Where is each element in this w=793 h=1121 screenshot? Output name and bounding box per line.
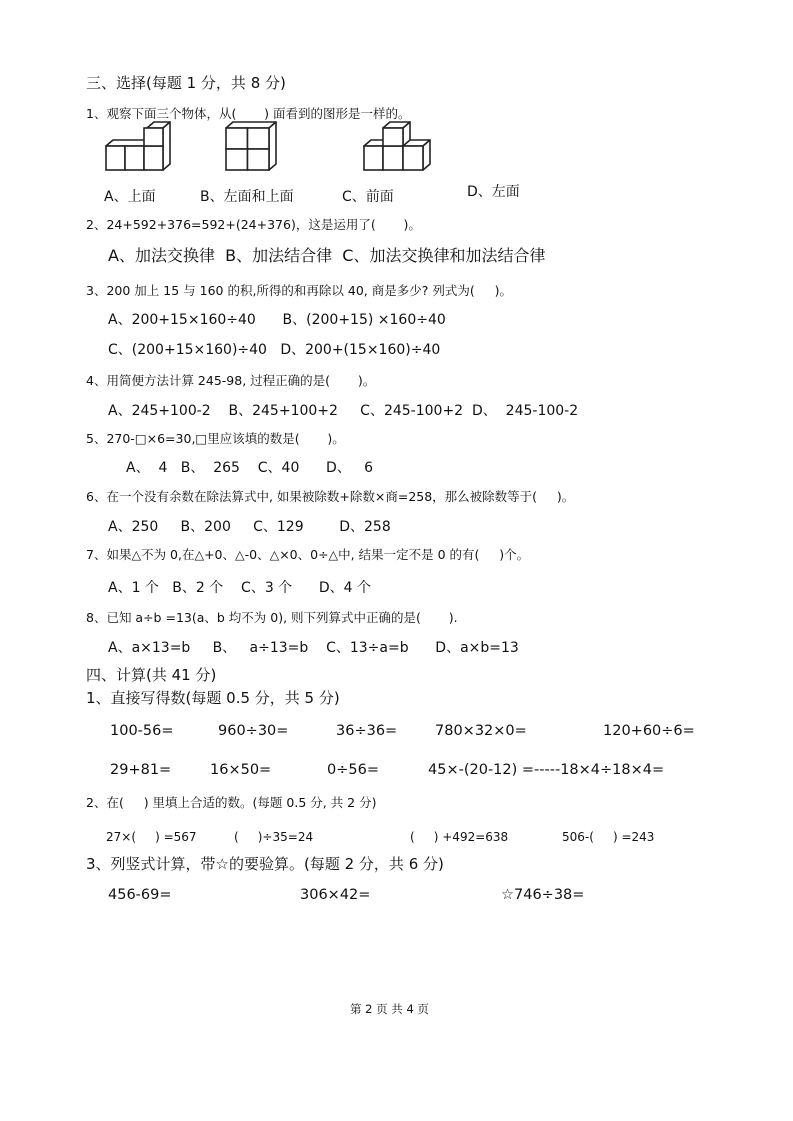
- section-4-part-1-title: 1、直接写得数(每题 0.5 分，共 5 分): [86, 689, 340, 707]
- question-2-options[interactable]: A、加法交换律 B、加法结合律 C、加法交换律和加法结合律: [108, 246, 546, 265]
- question-3-options-row-2[interactable]: C、(200+15×160)÷40 D、200+(15×160)÷40: [108, 342, 441, 358]
- question-4-stem: 4、用简便方法计算 245-98, 过程正确的是( )。: [86, 373, 376, 388]
- section-3-title: 三、选择(每题 1 分，共 8 分): [86, 74, 286, 92]
- object-1-figure: [104, 124, 174, 172]
- mental-calc-item: 45×-(20-12) =-----18×4÷18×4=: [428, 762, 665, 778]
- question-6-stem: 6、在一个没有余数在除法算式中, 如果被除数+除数×商=258，那么被除数等于( )。: [86, 489, 575, 504]
- fill-blank-item: 506-( ) =243: [562, 830, 655, 844]
- q1-option-d[interactable]: D、左面: [467, 184, 520, 200]
- mental-calc-item: 16×50=: [210, 762, 272, 778]
- vertical-calc-item: ☆746÷38=: [501, 887, 585, 903]
- mental-calc-item: 0÷56=: [327, 762, 379, 778]
- question-8-options[interactable]: A、a×13=b B、 a÷13=b C、13÷a=b D、a×b=13: [108, 640, 519, 656]
- question-2-stem: 2、24+592+376=592+(24+376)，这是运用了( )。: [86, 217, 421, 232]
- q1-option-a[interactable]: A、上面: [104, 189, 156, 205]
- question-8-stem: 8、已知 a÷b =13(a、b 均不为 0), 则下列算式中正确的是( ).: [86, 610, 458, 625]
- question-4-options[interactable]: A、245+100-2 B、245+100+2 C、245-100+2 D、 245-100-2: [108, 403, 579, 419]
- q1-option-c[interactable]: C、前面: [342, 189, 394, 205]
- object-2-figure: [224, 120, 280, 172]
- mental-calc-item: 120+60÷6=: [603, 723, 695, 739]
- vertical-calc-item: 456-69=: [108, 887, 172, 903]
- object-3-figure: [362, 124, 434, 172]
- question-1-stem: 1、观察下面三个物体，从( ) 面看到的图形是一样的。: [86, 106, 411, 121]
- question-5-stem: 5、270-□×6=30,□里应该填的数是( )。: [86, 431, 345, 446]
- section-4-title: 四、计算(共 41 分): [86, 666, 217, 684]
- question-3-options-row-1[interactable]: A、200+15×160÷40 B、(200+15) ×160÷40: [108, 312, 446, 328]
- question-7-options[interactable]: A、1 个 B、2 个 C、3 个 D、4 个: [108, 580, 372, 596]
- fill-blank-item: 27×( ) =567: [106, 830, 197, 844]
- mental-calc-item: 960÷30=: [218, 723, 289, 739]
- section-4-part-3-title: 3、列竖式计算，带☆的要验算。(每题 2 分，共 6 分): [86, 855, 444, 873]
- fill-blank-item: ( ) +492=638: [410, 830, 509, 844]
- section-4-part-2-title: 2、在( ) 里填上合适的数。(每题 0.5 分, 共 2 分): [86, 795, 377, 810]
- mental-calc-item: 100-56=: [110, 723, 174, 739]
- mental-calc-item: 36÷36=: [336, 723, 398, 739]
- mental-calc-item: 780×32×0=: [435, 723, 527, 739]
- mental-calc-item: 29+81=: [110, 762, 172, 778]
- q1-option-b[interactable]: B、左面和上面: [200, 189, 294, 205]
- question-5-options[interactable]: A、 4 B、 265 C、40 D、 6: [126, 460, 374, 476]
- fill-blank-item: ( )÷35=24: [234, 830, 314, 844]
- page-number-footer: 第 2 页 共 4 页: [350, 1002, 429, 1016]
- vertical-calc-item: 306×42=: [300, 887, 371, 903]
- question-6-options[interactable]: A、250 B、200 C、129 D、258: [108, 519, 391, 535]
- question-3-stem: 3、200 加上 15 与 160 的积,所得的和再除以 40, 商是多少? 列式为( )。: [86, 283, 512, 298]
- question-7-stem: 7、如果△不为 0,在△+0、△-0、△×0、0÷△中, 结果一定不是 0 的有( )个。: [86, 547, 530, 562]
